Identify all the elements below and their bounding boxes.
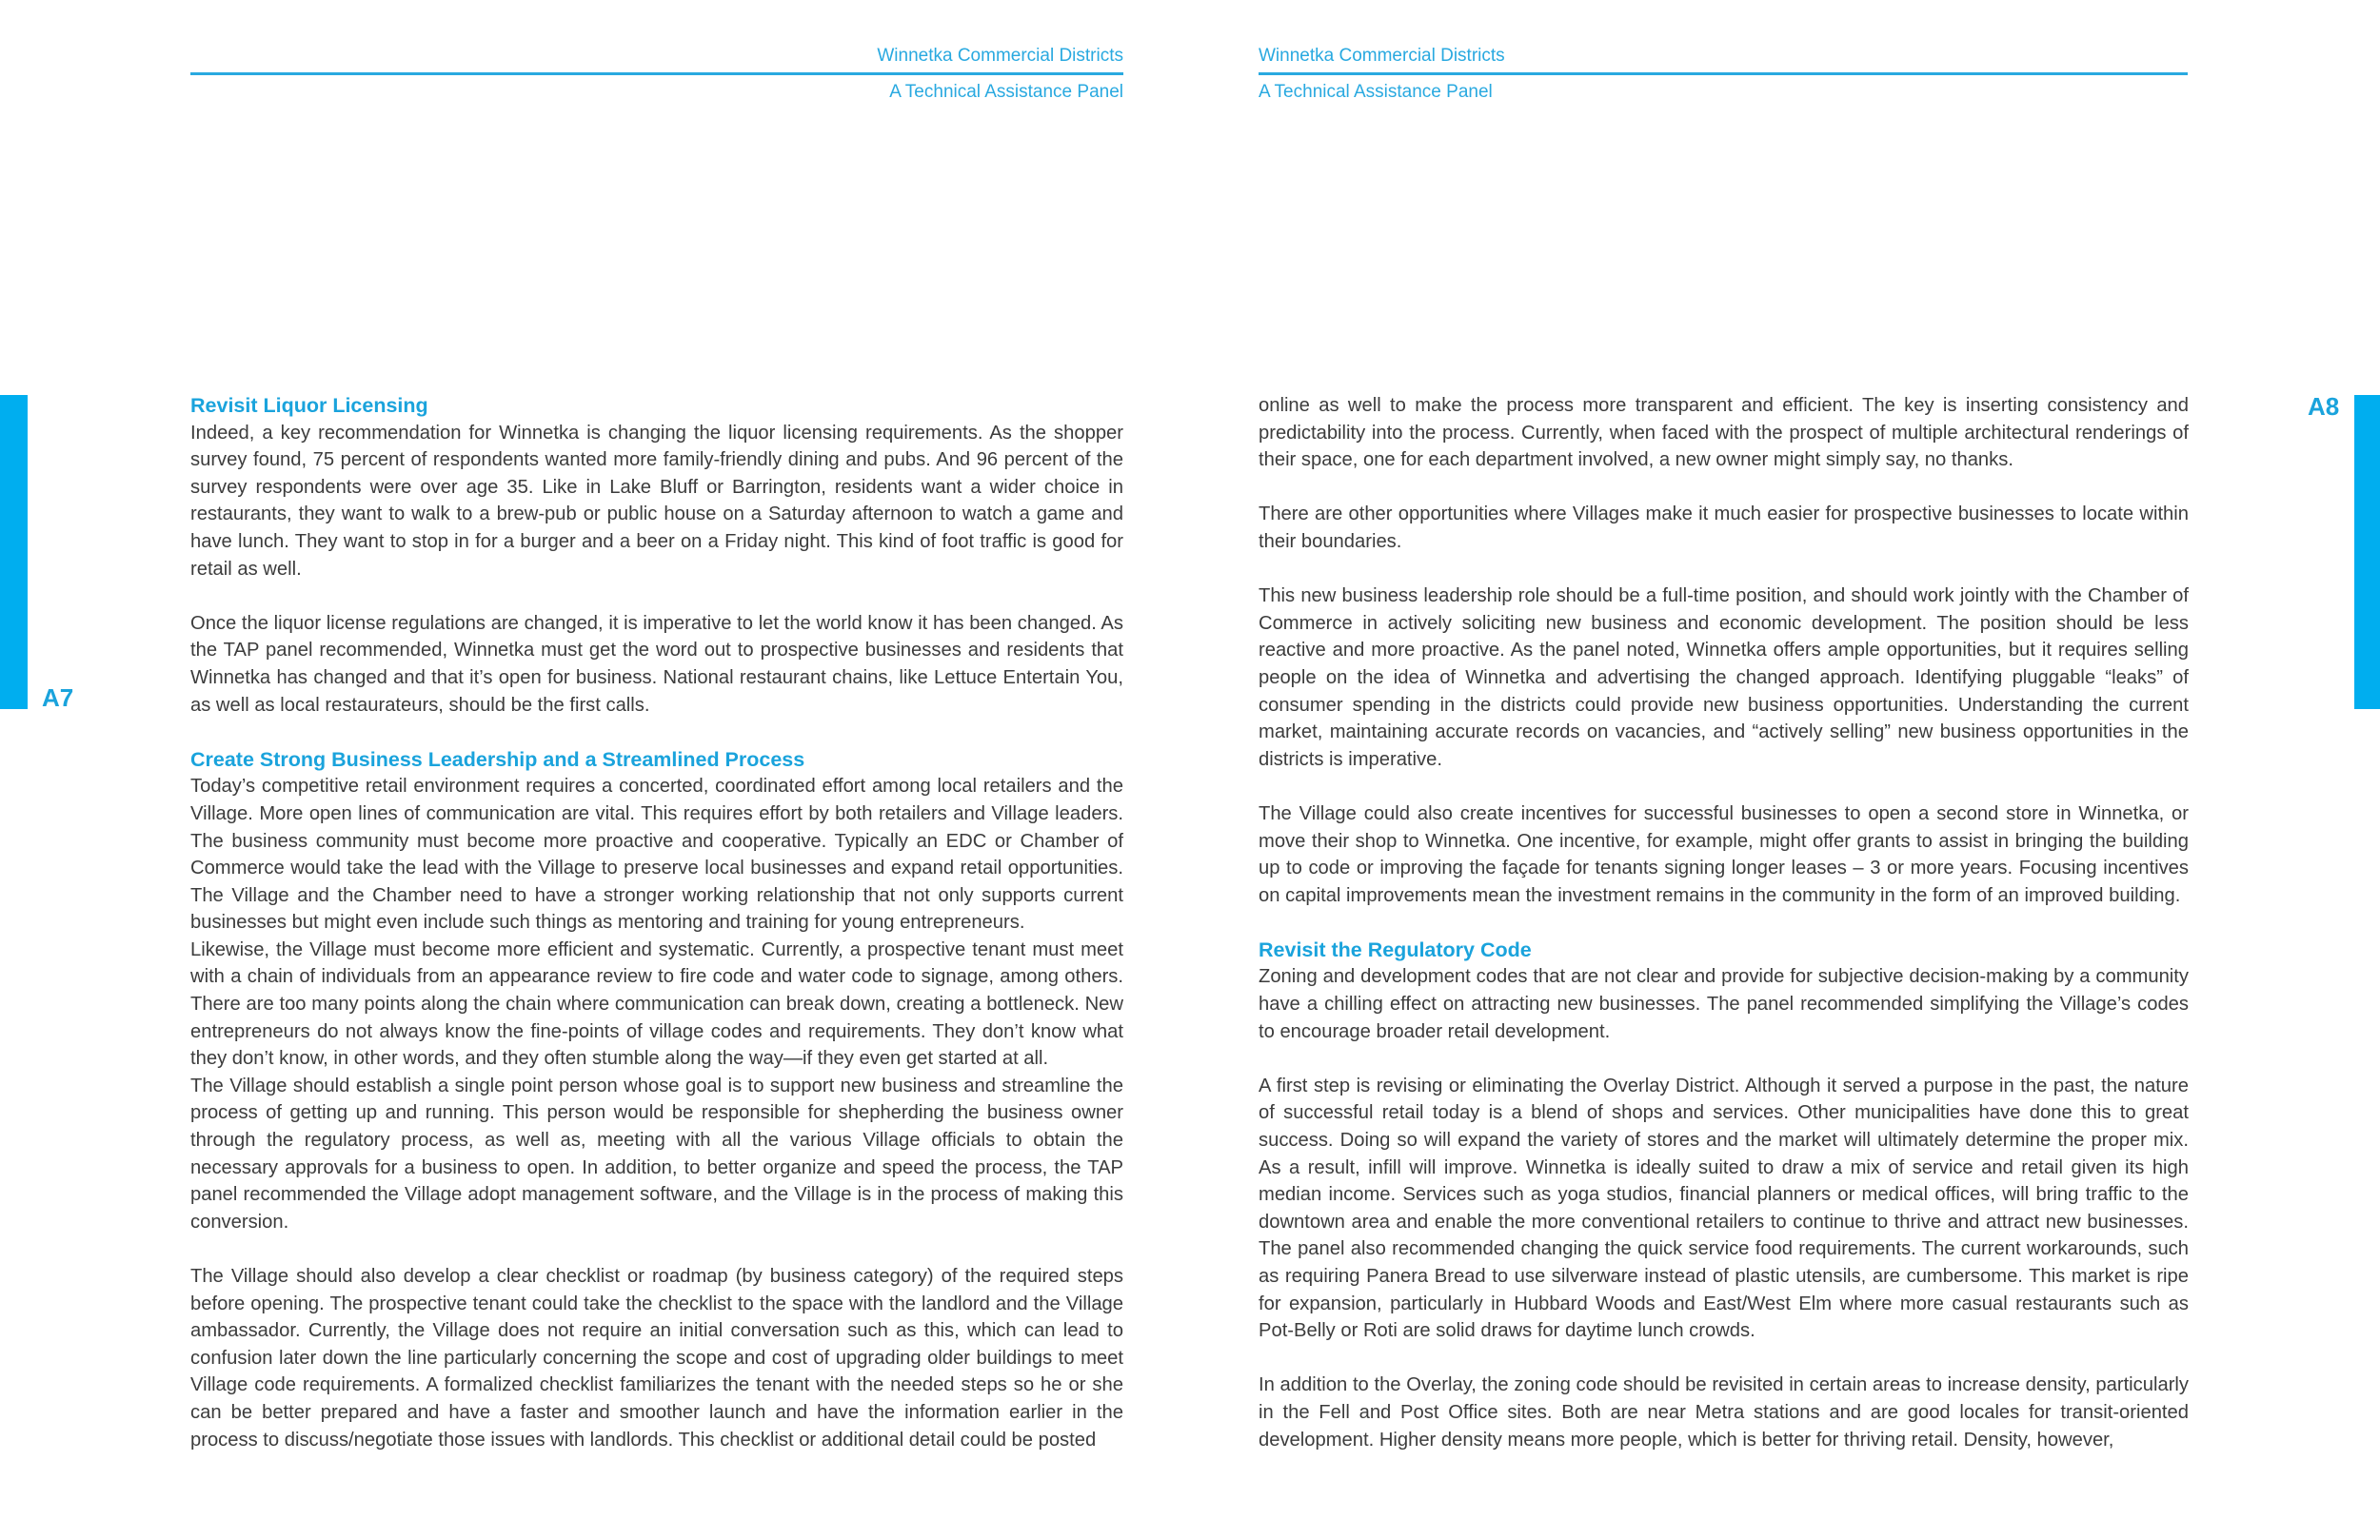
paragraph: online as well to make the process more transparent and efficient. The key is inserting consistency and predictability into the process. Currently, when faced with the prospect of multiple architectural renderings of their space, one for each department involved, a new owner might simply say, no thanks.	[1259, 395, 2189, 471]
paragraph: A first step is revising or eliminating the Overlay District. Although it served a purpose in the past, the nature of successful retail today is a blend of shops and services. Other municipalities have done this to great success. Doing so will expand the variety of stores and the market will ultimately determine the proper mix. As a result, infill will improve. Winnetka is ideally suited to draw a mix of service and retail given its high median income. Services such as yoga studios, financial planners or medical offices, will bring traffic to the downtown area and enable the more conventional retailers to continue to thrive and attract new businesses. The panel also recommended changing the quick service food requirements. The current workarounds, such as requiring Panera Bread to use silverware instead of plastic utensils, are cumbersome. This market is ripe for expansion, particularly in Hubbard Woods and East/West Elm where more casual restaurants such as Pot-Belly or Roti are solid draws for daytime lunch crowds.	[1259, 1075, 2189, 1342]
left-column	[190, 392, 1123, 1453]
paragraph: Once the liquor license regulations are changed, it is imperative to let the world know it has been changed. As the TAP panel recommended, Winnetka must get the word out to prospective businesses and residents that Winnetka has changed and that it’s open for business. National restaurant chains, like Lettuce Entertain You, as well as local restaurateurs, should be the first calls.	[190, 612, 1123, 716]
running-header-left	[190, 40, 1123, 108]
page-number-left: A7	[42, 683, 74, 712]
header-title: Winnetka Commercial Districts	[877, 46, 1123, 66]
page-tab-left	[0, 395, 28, 709]
paragraph: Zoning and development codes that are not clear and provide for subjective decision-making by a community have a chilling effect on attracting new businesses. The panel recommended simplifying the Village’s codes to encourage broader retail development.	[1259, 966, 2189, 1042]
paragraph: This new business leadership role should be a full-time position, and should work jointly with the Chamber of Commerce in actively soliciting new business and economic development. The position should be less reactive and more proactive. As the panel noted, Winnetka offers ample opportunities, but it requires selling people on the idea of Winnetka and advertising the changed approach. Identifying pluggable “leaks” of consumer spending in the districts could provide new business opportunities. Understanding the current market, maintaining accurate records on vacancies, and “actively selling” new business opportunities in the districts is imperative.	[1259, 585, 2189, 770]
section-heading: Create Strong Business Leadership and a Streamlined Process	[190, 747, 805, 771]
section-heading: Revisit the Regulatory Code	[1259, 938, 1532, 961]
header-title: Winnetka Commercial Districts	[1259, 46, 1505, 66]
header-subtitle: A Technical Assistance Panel	[889, 82, 1123, 102]
page-number-right: A8	[2308, 392, 2340, 421]
header-subtitle: A Technical Assistance Panel	[1259, 82, 1493, 102]
page-tab-right	[2354, 395, 2380, 709]
paragraph: The Village should also develop a clear checklist or roadmap (by business category) of the required steps before opening. The prospective tenant could take the checklist to the space with the landlord and the Village ambassador. Currently, the Village does not require an initial conversation such as this, which can lead to confusion later down the line particularly concerning the scope and cost of upgrading older buildings to meet Village code requirements. A formalized checklist familiarizes the tenant with the needed steps so he or she can be better prepared and have a faster and smoother launch and have the information earlier in the process to discuss/negotiate those issues with landlords. This checklist or additional detail could be posted	[190, 1266, 1123, 1451]
paragraph: Likewise, the Village must become more efficient and systematic. Currently, a prospective tenant must meet with a chain of individuals from an appearance review to fire code and water code to signage, among others. There are too many points along the chain where communication can break down, creating a bottleneck. New entrepreneurs do not always know the fine-points of village codes and requirements. They don’t know what they don’t know, in other words, and they often stumble along the way—if they even get started at all.	[190, 938, 1123, 1070]
paragraph: The Village could also create incentives for successful businesses to open a second store in Winnetka, or move their shop to Winnetka. One incentive, for example, might offer grants to assist in bringing the building up to code or improving the façade for tenants signing longer leases – 3 or more years. Focusing incentives on capital improvements mean the investment remains in the community in the form of an improved building.	[1259, 802, 2189, 906]
paragraph: Indeed, a key recommendation for Winnetka is changing the liquor licensing requirements. As the shopper survey found, 75 percent of respondents wanted more family-friendly dining and pubs. And 96 percent of the survey respondents were over age 35. Like in Lake Bluff or Barrington, residents want a wider choice in restaurants, they want to walk to a brew-pub or public house on a Saturday afternoon to watch a game and have lunch. They want to stop in for a burger and a beer on a Friday night. This kind of foot traffic is good for retail as well.	[190, 422, 1123, 580]
right-column	[1259, 392, 2189, 1453]
paragraph: The Village should establish a single point person whose goal is to support new business and streamline the process of getting up and running. This person would be responsible for shepherding the business owner through the regulatory process, as well as, meeting with all the various Village officials to obtain the necessary approvals for a business to open. In addition, to better organize and speed the process, the TAP panel recommended the Village adopt management software, and the Village is in the process of making this conversion.	[190, 1075, 1123, 1233]
paragraph: There are other opportunities where Villages make it much easier for prospective businesses to locate within their boundaries.	[1259, 503, 2189, 552]
section-heading: Revisit Liquor Licensing	[190, 394, 428, 417]
header-rule	[1259, 72, 2188, 75]
paragraph: Today’s competitive retail environment requires a concerted, coordinated effort among local retailers and the Village. More open lines of communication are vital. This requires effort by both retailers and Village leaders. The business community must become more proactive and cooperative. Typically an EDC or Chamber of Commerce would take the lead with the Village to preserve local businesses and expand retail opportunities. The Village and the Chamber need to have a stronger working relationship that not only supports current businesses but might even include such things as mentoring and training for young entrepreneurs.	[190, 776, 1123, 934]
header-rule	[190, 72, 1123, 75]
paragraph: In addition to the Overlay, the zoning code should be revisited in certain areas to increase density, particularly in the Fell and Post Office sites. Both are near Metra stations and are good locales for transit-oriented development. Higher density means more people, which is better for thriving retail. Density, however,	[1259, 1374, 2189, 1451]
running-header-right	[1259, 40, 2188, 108]
